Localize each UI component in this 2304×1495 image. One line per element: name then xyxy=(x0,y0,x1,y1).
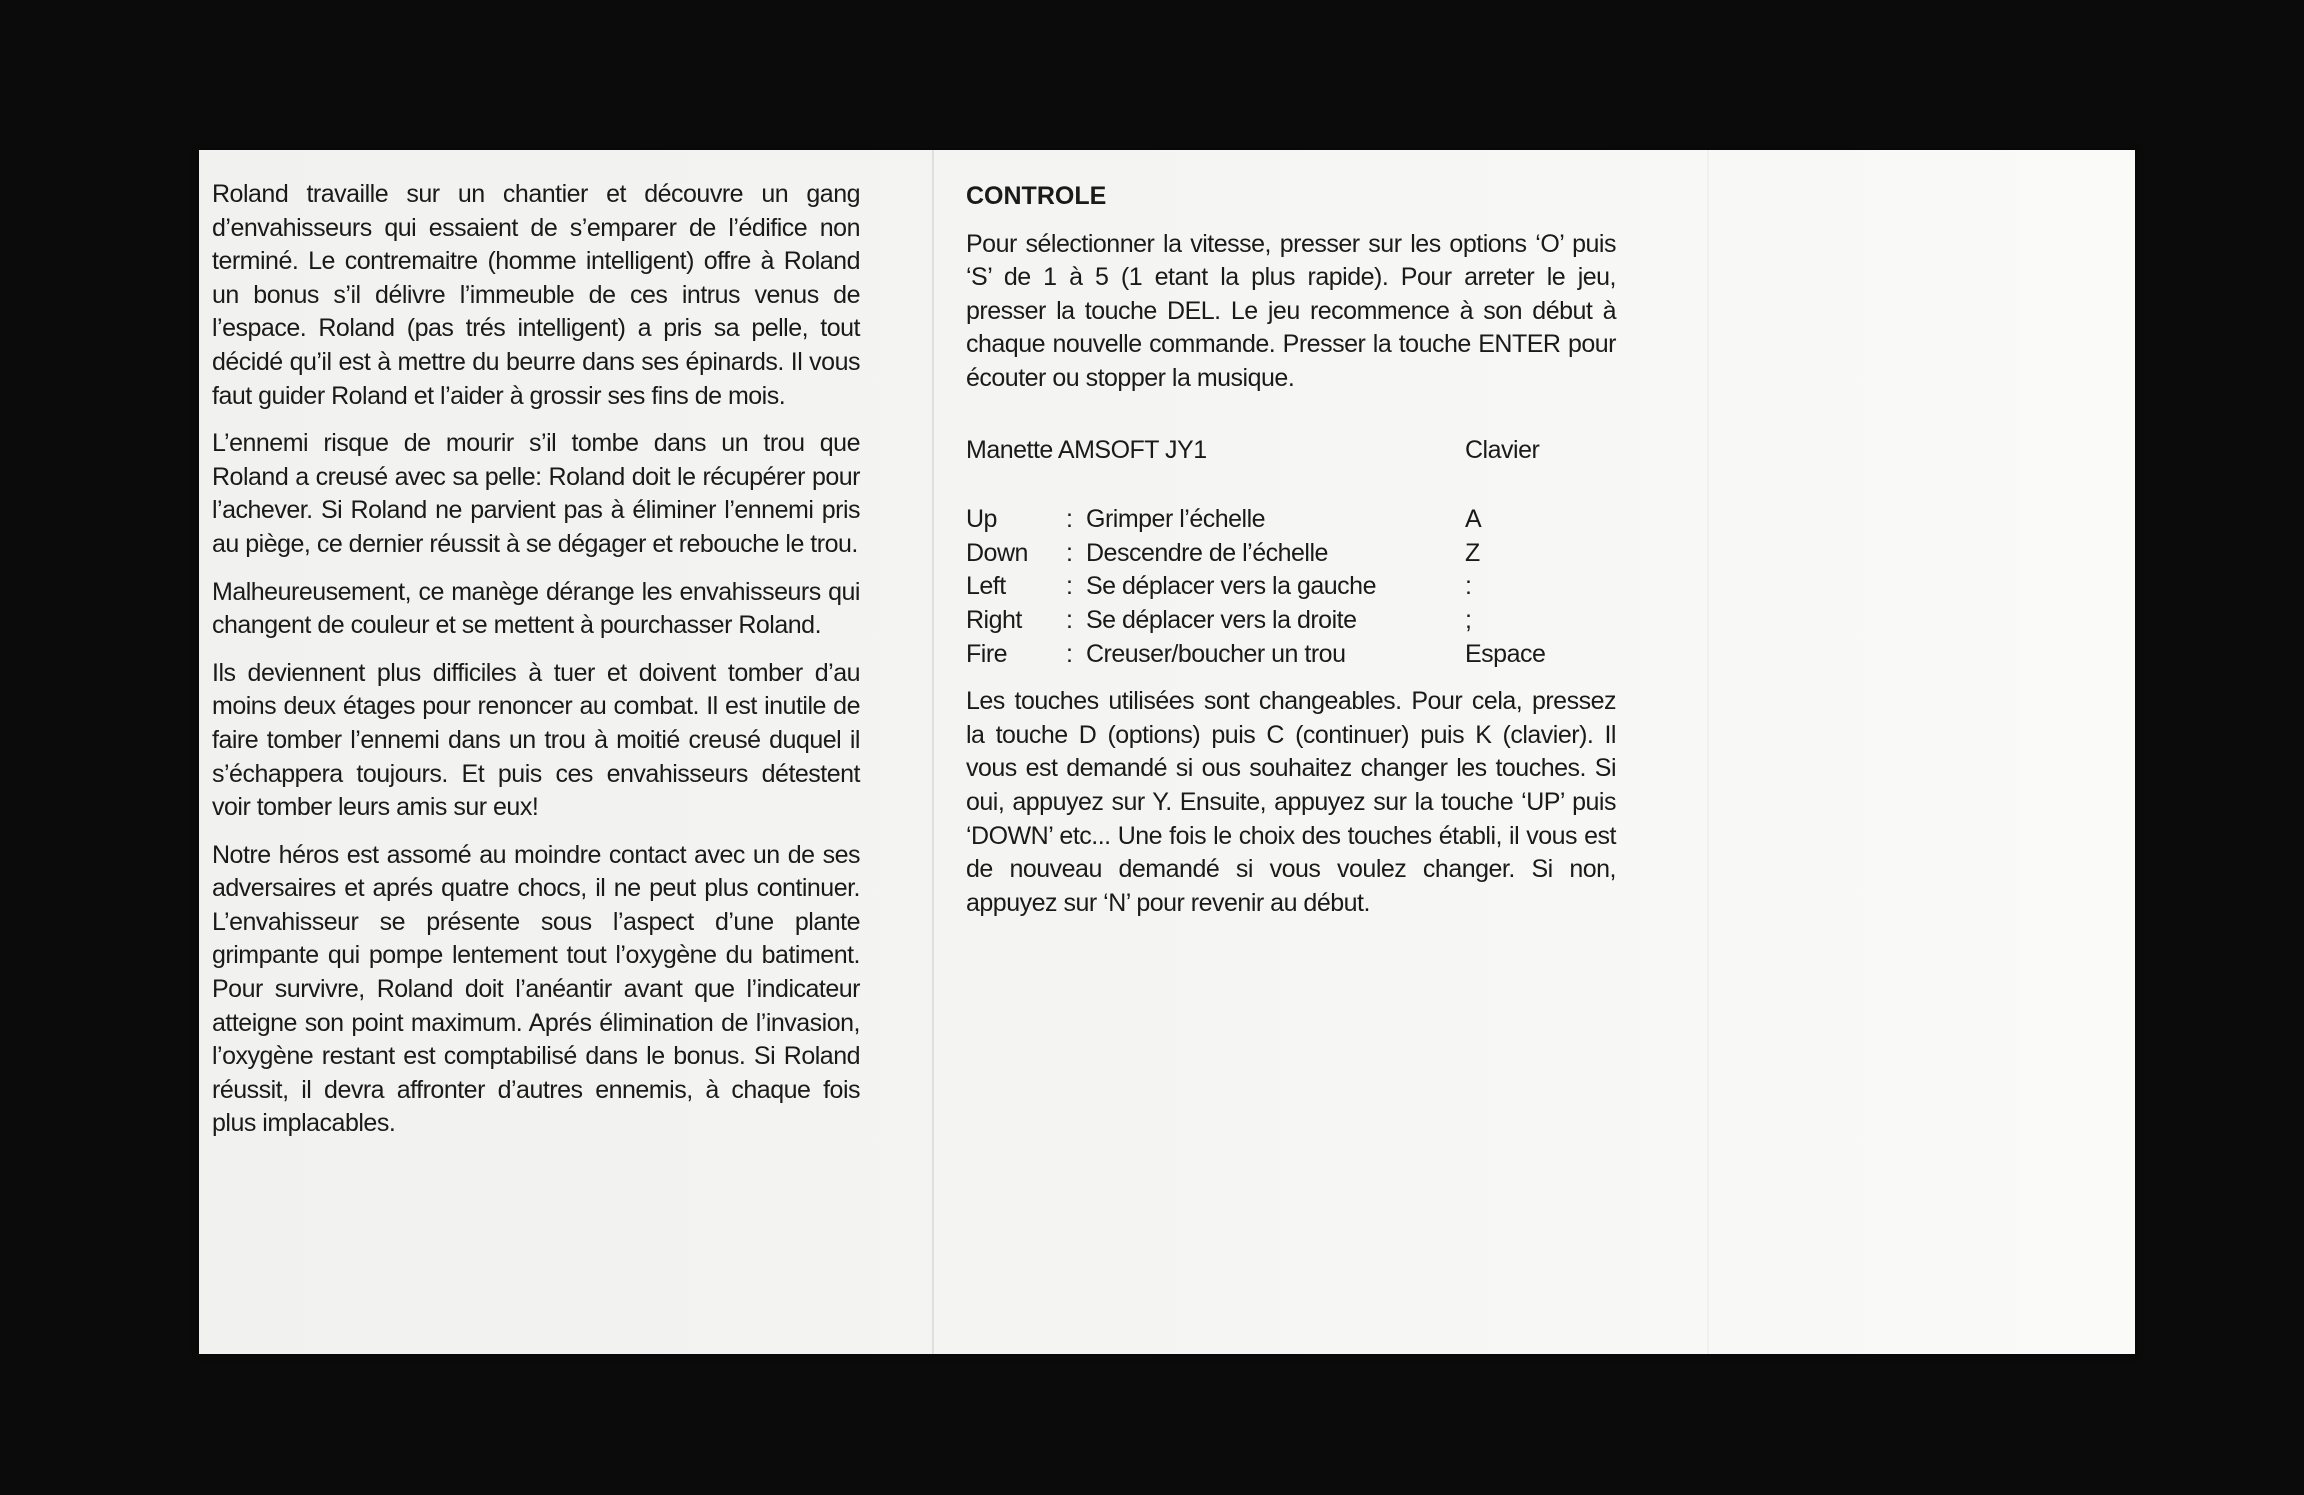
control-keyboard-key: A xyxy=(1465,505,1482,534)
control-separator: : xyxy=(1066,538,1073,567)
control-separator: : xyxy=(1066,605,1073,634)
control-row xyxy=(966,604,1616,638)
joystick-header: Manette AMSOFT JY1 xyxy=(966,435,1207,464)
control-row xyxy=(966,638,1616,672)
control-key: Right xyxy=(966,605,1022,634)
control-key: Left xyxy=(966,572,1006,601)
story-paragraph: Roland travaille sur un chantier et découvre un gang d’envahisseurs qui essaient de s’emparer de l’édifice non terminé. Le contremaitre (homme intelligent) offre à Roland un bonus s’il délivre l’immeuble de ces intrus venus de l’espace. Roland (pas trés intelligent) a pris sa pelle, tout décidé qu’il est à mettre du beurre dans ses épinards. Il vous faut guider Roland et l’aider à grossir ses fins de mois. xyxy=(212,180,860,410)
control-key: Down xyxy=(966,538,1028,567)
controls-table xyxy=(966,503,1616,671)
controls-column xyxy=(966,180,1616,920)
control-separator: : xyxy=(1066,572,1073,601)
control-key: Up xyxy=(966,505,997,534)
control-action: Se déplacer vers la droite xyxy=(1086,605,1357,634)
fold-line xyxy=(1707,150,1709,1354)
control-keyboard-key: Z xyxy=(1465,538,1480,567)
story-paragraph: Malheureusement, ce manège dérange les envahisseurs qui changent de couleur et se mettent à pourchasser Roland. xyxy=(212,577,860,640)
control-action: Se déplacer vers la gauche xyxy=(1086,572,1376,601)
keyboard-header: Clavier xyxy=(1465,435,1540,464)
control-row xyxy=(966,570,1616,604)
control-action: Creuser/boucher un trou xyxy=(1086,639,1346,668)
section-title: CONTROLE xyxy=(966,182,1107,210)
control-separator: : xyxy=(1066,639,1073,668)
control-keyboard-key: Espace xyxy=(1465,639,1546,668)
control-row xyxy=(966,503,1616,537)
story-column xyxy=(212,178,860,1141)
control-keyboard-key: ; xyxy=(1465,605,1472,634)
story-paragraph: Ils deviennent plus difficiles à tuer et doivent tomber d’au moins deux étages pour renoncer au combat. Il est inutile de faire tomber l’ennemi dans un trou à moitié creusé duquel il s’échappera toujours. Et puis ces envahisseurs détestent voir tomber leurs amis sur eux! xyxy=(212,658,860,822)
control-action: Descendre de l’échelle xyxy=(1086,538,1328,567)
control-key: Fire xyxy=(966,639,1008,668)
control-separator: : xyxy=(1066,505,1073,534)
controls-intro: Pour sélectionner la vitesse, presser sur les options ‘O’ puis ‘S’ de 1 à 5 (1 etant la plus rapide). Pour arreter le jeu, presser la touche DEL. Le jeu recommence à son début à chaque nouvelle commande. Presser la touche ENTER pour écouter ou stopper la musique. xyxy=(966,229,1616,392)
controls-outro: Les touches utilisées sont changeables. Pour cela, pressez la touche D (options) puis C (continuer) puis K (clavier). Il vous est demandé si ous souhaitez changer les touches. Si oui, appuyez sur Y. Ensuite, appuyez sur la touche ‘UP’ puis ‘DOWN’ etc... Une fois le choix des touches établi, il vous est de nouveau demandé si vous voulez changer. Si non, appuyez sur ‘N’ pour revenir au début. xyxy=(966,687,1616,917)
control-action: Grimper l’échelle xyxy=(1086,505,1266,534)
fold-line xyxy=(932,150,934,1354)
controls-header xyxy=(966,434,1616,468)
control-row xyxy=(966,537,1616,571)
story-paragraph: Notre héros est assomé au moindre contact avec un de ses adversaires et aprés quatre chocs, il ne peut plus continuer. L’envahisseur se présente sous l’aspect d’une plante grimpante qui pompe lentement tout l’oxygène du batiment. Pour survivre, Roland doit l’anéantir avant que l’indicateur atteigne son point maximum. Aprés élimination de l’invasion, l’oxygène restant est comptabilisé dans le bonus. Si Roland réussit, il devra affronter d’autres ennemis, à chaque fois plus implacables. xyxy=(212,840,860,1138)
story-paragraph: L’ennemi risque de mourir s’il tombe dans un trou que Roland a creusé avec sa pelle: Roland doit le récupérer pour l’achever. Si Roland ne parvient pas à éliminer l’ennemi pris au piège, ce dernier réussit à se dégager et rebouche le trou. xyxy=(212,429,860,558)
control-keyboard-key: : xyxy=(1465,572,1472,601)
instruction-sheet xyxy=(199,150,2135,1354)
